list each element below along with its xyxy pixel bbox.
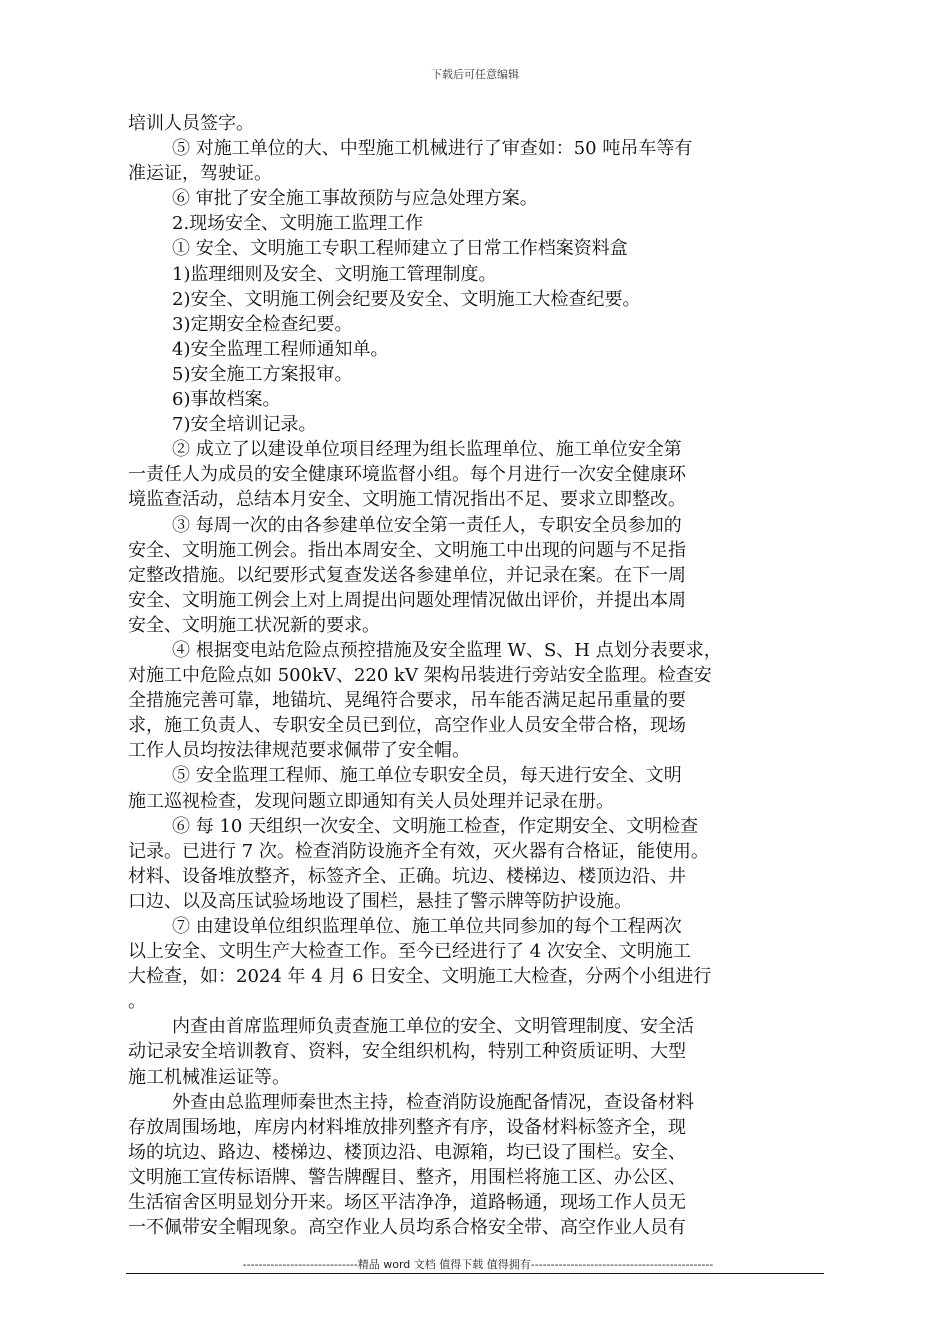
text-line: 培训人员签字。 [128,113,254,134]
text-line: 以上安全、文明生产大检查工作。至今已经进行了 4 次安全、文明施工 [128,941,691,963]
text-line: 定整改措施。以纪要形式复查发送各参建单位，并记录在案。在下一周 [128,564,686,586]
text-line: 6)事故档案。 [172,389,281,411]
text-line: 求，施工负责人、专职安全员已到位，高空作业人员安全带合格，现场 [128,715,686,737]
text-line: 4)安全监理工程师通知单。 [172,338,389,360]
page-footer: -----------------------------精品 word 文档 值得下载 值得拥有---------------------------------------------- [242,1258,714,1271]
text-line: 准运证，驾驶证。 [128,163,272,185]
text-line: 1)监理细则及安全、文明施工管理制度。 [172,263,497,285]
text-line: ⑤ 对施工单位的大、中型施工机械进行了审查如：50 吨吊车等有 [172,138,693,160]
text-line: ⑤ 安全监理工程师、施工单位专职安全员，每天进行安全、文明 [172,765,682,787]
text-line: ③ 每周一次的由各参建单位安全第一责任人，专职安全员参加的 [172,514,682,536]
text-line: 7)安全培训记录。 [172,414,317,436]
text-line: 材料、设备堆放整齐，标签齐全、正确。坑边、楼梯边、楼顶边沿、井 [128,865,686,887]
text-line: ⑥ 审批了安全施工事故预防与应急处理方案。 [172,188,538,210]
text-line: 施工机械准运证等。 [128,1066,290,1088]
text-line: 口边、以及高压试验场地设了围栏，悬挂了警示牌等防护设施。 [128,890,632,912]
text-line: 工作人员均按法律规范要求佩带了安全帽。 [128,740,470,762]
text-line: 。 [128,991,146,1013]
text-line: 内查由首席监理师负责查施工单位的安全、文明管理制度、安全活 [172,1016,694,1038]
text-line: ② 成立了以建设单位项目经理为组长监理单位、施工单位安全第 [172,439,682,461]
text-line: 境监查活动，总结本月安全、文明施工情况指出不足、要求立即整改。 [128,489,686,511]
text-line: ⑥ 每 10 天组织一次安全、文明施工检查，作定期安全、文明检查 [172,815,699,837]
text-line: 一责任人为成员的安全健康环境监督小组。每个月进行一次安全健康环 [128,464,686,486]
text-line: 安全、文明施工状况新的要求。 [128,614,380,636]
text-line: 文明施工宣传标语牌、警告牌醒目、整齐，用围栏将施工区、办公区、 [128,1166,686,1188]
text-line: 2)安全、文明施工例会纪要及安全、文明施工大检查纪要。 [172,288,641,310]
text-line: 对施工中危险点如 500kV、220 kV 架构吊装进行旁站安全监理。检查安 [128,665,712,687]
text-line: 2.现场安全、文明施工监理工作 [172,213,424,235]
text-line: 安全、文明施工例会上对上周提出问题处理情况做出评价，并提出本周 [128,589,686,611]
text-line: 3)定期安全检查纪要。 [172,313,353,335]
text-line: 全措施完善可靠，地锚坑、晃绳符合要求，吊车能否满足起吊重量的要 [128,690,686,712]
text-line: 动记录安全培训教育、资料，安全组织机构，特别工种资质证明、大型 [128,1041,686,1063]
text-line: ① 安全、文明施工专职工程师建立了日常工作档案资料盒 [172,238,628,260]
text-line: 施工巡视检查，发现问题立即通知有关人员处理并记录在册。 [128,790,614,812]
text-line: 5)安全施工方案报审。 [172,363,353,385]
text-line: ④ 根据变电站危险点预控措施及安全监理 W、S、H 点划分表要求， [172,639,722,661]
text-line: 场的坑边、路边、楼梯边、楼顶边沿、电源箱，均已设了围栏。安全、 [128,1141,686,1163]
text-line: 安全、文明施工例会。指出本周安全、文明施工中出现的问题与不足指 [128,539,686,561]
text-line: 记录。已进行 7 次。检查消防设施齐全有效，灭火器有合格证，能使用。 [128,840,709,862]
text-line: 存放周围场地，库房内材料堆放排列整齐有序，设备材料标签齐全，现 [128,1116,686,1138]
text-line: 一不佩带安全帽现象。高空作业人员均系合格安全带、高空作业人员有 [128,1217,686,1239]
text-line: 外查由总监理师秦世杰主持，检查消防设施配备情况，查设备材料 [172,1091,694,1113]
text-line: ⑦ 由建设单位组织监理单位、施工单位共同参加的每个工程两次 [172,916,682,937]
text-line: 大检查，如：2024 年 4 月 6 日安全、文明施工大检查，分两个小组进行 [128,966,712,988]
document-body [128,111,828,1240]
footer-rule [126,1273,824,1274]
page-header: 下载后可任意编辑 [431,68,519,81]
text-line: 生活宿舍区明显划分开来。场区平洁净净，道路畅通，现场工作人员无 [128,1192,686,1214]
